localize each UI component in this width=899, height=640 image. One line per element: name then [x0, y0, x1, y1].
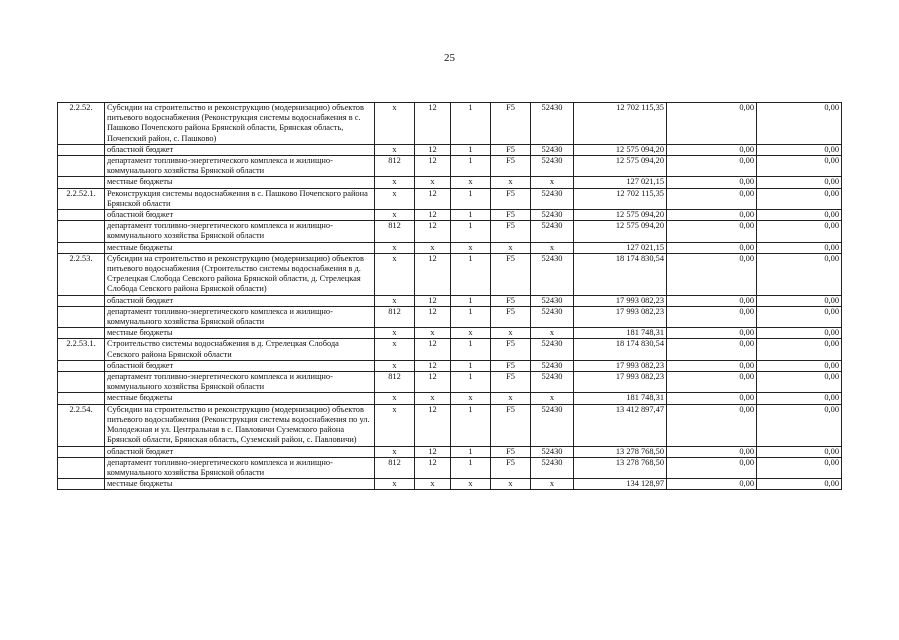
row-code: [58, 242, 105, 253]
row-subsection: x: [451, 479, 491, 490]
row-amount-3: 0,00: [757, 221, 842, 242]
row-name: департамент топливно-энергетического комплекса и жилищно-коммунального хозяйства Брянской области: [105, 306, 375, 327]
table-row: [58, 339, 842, 360]
row-section: x: [415, 393, 451, 404]
row-target-code: F5: [491, 404, 531, 446]
row-target-code: F5: [491, 446, 531, 457]
row-subsection: 1: [451, 103, 491, 145]
row-code: [58, 446, 105, 457]
row-amount-2: 0,00: [667, 479, 757, 490]
row-amount-3: 0,00: [757, 242, 842, 253]
row-amount-2: 0,00: [667, 372, 757, 393]
row-section: 12: [415, 253, 451, 295]
row-amount-1: 181 748,31: [574, 328, 667, 339]
table-row: [58, 144, 842, 155]
row-amount-3: 0,00: [757, 404, 842, 446]
row-admin-code: 812: [375, 306, 415, 327]
row-admin-code: x: [375, 404, 415, 446]
row-admin-code: x: [375, 479, 415, 490]
row-amount-3: 0,00: [757, 210, 842, 221]
row-subsection: x: [451, 328, 491, 339]
row-subsection: x: [451, 177, 491, 188]
row-target-code: F5: [491, 339, 531, 360]
row-section: 12: [415, 372, 451, 393]
row-amount-3: 0,00: [757, 360, 842, 371]
page-number: 25: [444, 52, 455, 64]
row-amount-2: 0,00: [667, 328, 757, 339]
row-expense-code: 52430: [531, 372, 574, 393]
row-amount-2: 0,00: [667, 177, 757, 188]
table-row: [58, 103, 842, 145]
row-amount-2: 0,00: [667, 360, 757, 371]
row-subsection: 1: [451, 295, 491, 306]
row-amount-3: 0,00: [757, 103, 842, 145]
row-section: 12: [415, 156, 451, 177]
row-section: 12: [415, 210, 451, 221]
row-target-code: F5: [491, 372, 531, 393]
row-subsection: 1: [451, 221, 491, 242]
row-code: [58, 144, 105, 155]
row-amount-2: 0,00: [667, 253, 757, 295]
table-row: [58, 393, 842, 404]
row-expense-code: x: [531, 328, 574, 339]
row-admin-code: x: [375, 446, 415, 457]
row-target-code: F5: [491, 295, 531, 306]
row-subsection: 1: [451, 457, 491, 478]
row-amount-1: 18 174 830,54: [574, 253, 667, 295]
row-admin-code: x: [375, 393, 415, 404]
row-subsection: x: [451, 393, 491, 404]
row-expense-code: 52430: [531, 295, 574, 306]
table-row: [58, 295, 842, 306]
row-name: Субсидии на строительство и реконструкцию (модернизацию) объектов питьевого водоснабжения (Реконструкция системы водоснабжения по ул. Молодежная и ул. Центральная в с. Павловичи Суземского района Брянской области, Брянская область, Суземский район, с. Павловичи): [105, 404, 375, 446]
row-code: [58, 328, 105, 339]
row-code: 2.2.52.: [58, 103, 105, 145]
row-target-code: F5: [491, 457, 531, 478]
row-target-code: x: [491, 177, 531, 188]
row-amount-3: 0,00: [757, 393, 842, 404]
row-amount-1: 12 575 094,20: [574, 221, 667, 242]
row-expense-code: 52430: [531, 156, 574, 177]
row-target-code: x: [491, 479, 531, 490]
row-admin-code: x: [375, 103, 415, 145]
row-expense-code: x: [531, 393, 574, 404]
row-name: областной бюджет: [105, 210, 375, 221]
row-amount-3: 0,00: [757, 306, 842, 327]
row-expense-code: 52430: [531, 446, 574, 457]
table-row: [58, 446, 842, 457]
row-amount-2: 0,00: [667, 404, 757, 446]
row-code: [58, 393, 105, 404]
table-row: [58, 457, 842, 478]
table-row: [58, 360, 842, 371]
row-expense-code: 52430: [531, 360, 574, 371]
row-admin-code: x: [375, 253, 415, 295]
row-admin-code: x: [375, 210, 415, 221]
row-amount-2: 0,00: [667, 295, 757, 306]
row-subsection: 1: [451, 253, 491, 295]
row-amount-1: 127 021,15: [574, 177, 667, 188]
row-subsection: 1: [451, 188, 491, 209]
row-amount-3: 0,00: [757, 457, 842, 478]
row-subsection: 1: [451, 372, 491, 393]
row-code: [58, 360, 105, 371]
row-target-code: F5: [491, 103, 531, 145]
row-amount-3: 0,00: [757, 295, 842, 306]
row-target-code: F5: [491, 156, 531, 177]
row-section: x: [415, 242, 451, 253]
row-code: 2.2.53.1.: [58, 339, 105, 360]
row-amount-3: 0,00: [757, 339, 842, 360]
row-admin-code: 812: [375, 372, 415, 393]
row-name: местные бюджеты: [105, 177, 375, 188]
row-section: 12: [415, 360, 451, 371]
row-target-code: x: [491, 393, 531, 404]
row-code: [58, 372, 105, 393]
row-amount-1: 18 174 830,54: [574, 339, 667, 360]
row-admin-code: 812: [375, 221, 415, 242]
row-amount-2: 0,00: [667, 242, 757, 253]
row-code: [58, 457, 105, 478]
row-expense-code: 52430: [531, 457, 574, 478]
row-subsection: 1: [451, 306, 491, 327]
row-amount-2: 0,00: [667, 393, 757, 404]
row-amount-3: 0,00: [757, 188, 842, 209]
row-subsection: 1: [451, 144, 491, 155]
row-amount-1: 12 702 115,35: [574, 103, 667, 145]
table-row: [58, 156, 842, 177]
row-name: местные бюджеты: [105, 479, 375, 490]
row-target-code: F5: [491, 360, 531, 371]
table-row: [58, 177, 842, 188]
row-target-code: F5: [491, 144, 531, 155]
row-amount-1: 134 128,97: [574, 479, 667, 490]
row-section: 12: [415, 306, 451, 327]
table-row: [58, 328, 842, 339]
row-amount-1: 13 278 768,50: [574, 457, 667, 478]
row-amount-1: 17 993 082,23: [574, 372, 667, 393]
row-amount-3: 0,00: [757, 144, 842, 155]
row-section: 12: [415, 339, 451, 360]
row-expense-code: 52430: [531, 103, 574, 145]
row-code: [58, 221, 105, 242]
row-admin-code: x: [375, 242, 415, 253]
row-target-code: x: [491, 328, 531, 339]
row-name: департамент топливно-энергетического комплекса и жилищно-коммунального хозяйства Брянской области: [105, 221, 375, 242]
row-target-code: x: [491, 242, 531, 253]
row-admin-code: 812: [375, 457, 415, 478]
table-row: [58, 372, 842, 393]
row-subsection: 1: [451, 446, 491, 457]
row-subsection: x: [451, 242, 491, 253]
row-amount-2: 0,00: [667, 446, 757, 457]
row-admin-code: 812: [375, 156, 415, 177]
row-amount-2: 0,00: [667, 188, 757, 209]
row-amount-1: 12 575 094,20: [574, 144, 667, 155]
row-code: 2.2.52.1.: [58, 188, 105, 209]
row-amount-2: 0,00: [667, 103, 757, 145]
row-amount-2: 0,00: [667, 306, 757, 327]
row-name: департамент топливно-энергетического комплекса и жилищно-коммунального хозяйства Брянской области: [105, 372, 375, 393]
row-expense-code: 52430: [531, 253, 574, 295]
row-subsection: 1: [451, 404, 491, 446]
row-amount-3: 0,00: [757, 479, 842, 490]
row-subsection: 1: [451, 339, 491, 360]
row-target-code: F5: [491, 306, 531, 327]
row-subsection: 1: [451, 210, 491, 221]
row-expense-code: 52430: [531, 306, 574, 327]
table-row: [58, 253, 842, 295]
table-row: [58, 221, 842, 242]
row-admin-code: x: [375, 188, 415, 209]
row-admin-code: x: [375, 339, 415, 360]
table-row: [58, 306, 842, 327]
row-amount-2: 0,00: [667, 457, 757, 478]
row-section: 12: [415, 295, 451, 306]
row-amount-3: 0,00: [757, 177, 842, 188]
row-amount-2: 0,00: [667, 210, 757, 221]
row-code: 2.2.53.: [58, 253, 105, 295]
row-amount-1: 12 702 115,35: [574, 188, 667, 209]
row-target-code: F5: [491, 210, 531, 221]
row-amount-3: 0,00: [757, 372, 842, 393]
table-row: [58, 210, 842, 221]
row-name: департамент топливно-энергетического комплекса и жилищно-коммунального хозяйства Брянской области: [105, 457, 375, 478]
row-expense-code: 52430: [531, 188, 574, 209]
row-expense-code: x: [531, 479, 574, 490]
row-code: [58, 295, 105, 306]
row-name: областной бюджет: [105, 295, 375, 306]
row-code: 2.2.54.: [58, 404, 105, 446]
row-code: [58, 479, 105, 490]
row-amount-1: 17 993 082,23: [574, 295, 667, 306]
row-section: x: [415, 177, 451, 188]
row-name: областной бюджет: [105, 446, 375, 457]
budget-table: [57, 102, 842, 490]
row-amount-3: 0,00: [757, 446, 842, 457]
row-amount-2: 0,00: [667, 156, 757, 177]
row-expense-code: x: [531, 242, 574, 253]
row-amount-1: 17 993 082,23: [574, 360, 667, 371]
row-amount-3: 0,00: [757, 156, 842, 177]
row-admin-code: x: [375, 328, 415, 339]
row-section: 12: [415, 103, 451, 145]
row-code: [58, 177, 105, 188]
row-name: Субсидии на строительство и реконструкцию (модернизацию) объектов питьевого водоснабжения (Строительство системы водоснабжения в д. Стрелецкая Слобода Севского района Брянской области, д. Стрелецкая Слобода Севского района Брянской области): [105, 253, 375, 295]
row-target-code: F5: [491, 253, 531, 295]
row-admin-code: x: [375, 144, 415, 155]
row-section: 12: [415, 404, 451, 446]
row-amount-2: 0,00: [667, 144, 757, 155]
row-amount-2: 0,00: [667, 339, 757, 360]
row-name: департамент топливно-энергетического комплекса и жилищно-коммунального хозяйства Брянской области: [105, 156, 375, 177]
row-section: 12: [415, 446, 451, 457]
row-target-code: F5: [491, 188, 531, 209]
row-subsection: 1: [451, 156, 491, 177]
row-name: Реконструкция системы водоснабжения в с. Пашково Почепского района Брянской области: [105, 188, 375, 209]
row-amount-1: 13 412 897,47: [574, 404, 667, 446]
row-section: 12: [415, 457, 451, 478]
row-expense-code: 52430: [531, 404, 574, 446]
row-name: местные бюджеты: [105, 393, 375, 404]
row-amount-3: 0,00: [757, 253, 842, 295]
table-row: [58, 242, 842, 253]
row-amount-1: 12 575 094,20: [574, 210, 667, 221]
row-expense-code: 52430: [531, 339, 574, 360]
table-row: [58, 404, 842, 446]
row-amount-2: 0,00: [667, 221, 757, 242]
row-amount-1: 127 021,15: [574, 242, 667, 253]
row-name: областной бюджет: [105, 144, 375, 155]
row-code: [58, 156, 105, 177]
row-name: областной бюджет: [105, 360, 375, 371]
row-section: 12: [415, 221, 451, 242]
row-expense-code: 52430: [531, 144, 574, 155]
row-expense-code: x: [531, 177, 574, 188]
row-name: Субсидии на строительство и реконструкцию (модернизацию) объектов питьевого водоснабжения (Реконструкция системы водоснабжения в с. Пашково Почепского района Брянской области, Брянская область, Почепский район, с. Пашково): [105, 103, 375, 145]
row-name: местные бюджеты: [105, 242, 375, 253]
row-section: x: [415, 328, 451, 339]
row-code: [58, 210, 105, 221]
table-body: [58, 103, 842, 490]
row-amount-3: 0,00: [757, 328, 842, 339]
row-admin-code: x: [375, 360, 415, 371]
row-amount-1: 12 575 094,20: [574, 156, 667, 177]
row-amount-1: 181 748,31: [574, 393, 667, 404]
row-target-code: F5: [491, 221, 531, 242]
table-row: [58, 479, 842, 490]
row-amount-1: 17 993 082,23: [574, 306, 667, 327]
row-name: местные бюджеты: [105, 328, 375, 339]
row-subsection: 1: [451, 360, 491, 371]
row-amount-1: 13 278 768,50: [574, 446, 667, 457]
row-expense-code: 52430: [531, 221, 574, 242]
table-row: [58, 188, 842, 209]
row-expense-code: 52430: [531, 210, 574, 221]
row-code: [58, 306, 105, 327]
row-section: 12: [415, 144, 451, 155]
row-name: Строительство системы водоснабжения в д. Стрелецкая Слобода Севского района Брянской области: [105, 339, 375, 360]
row-section: 12: [415, 188, 451, 209]
row-section: x: [415, 479, 451, 490]
row-admin-code: x: [375, 177, 415, 188]
row-admin-code: x: [375, 295, 415, 306]
